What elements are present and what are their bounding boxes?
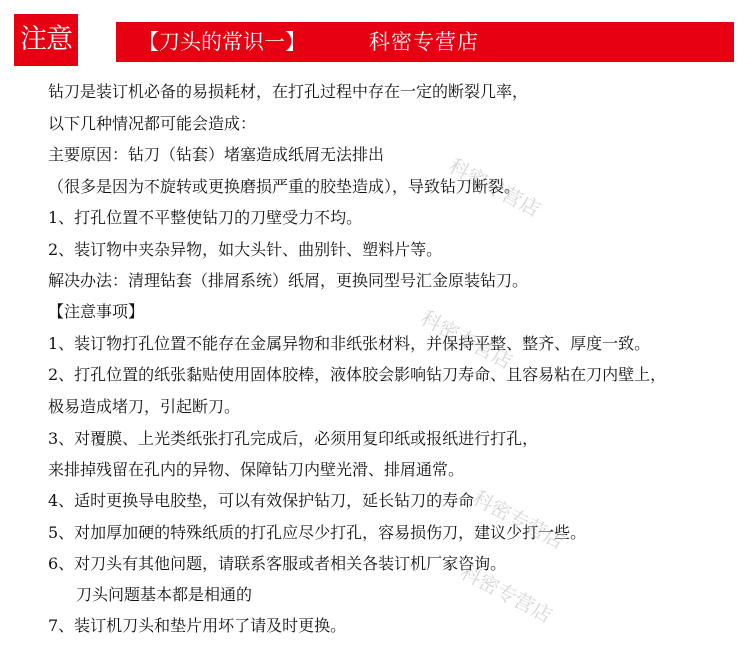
- watermark-1: 科密专营店: [444, 153, 545, 222]
- watermark-4: 科密专营店: [456, 559, 557, 628]
- notes-heading: 【注意事项】: [48, 302, 145, 321]
- note-item-3: 3、对覆膜、上光类纸张打孔完成后，必须用复印纸或报纸进行打孔，: [48, 429, 539, 448]
- title-text: 【刀头的常识一】: [138, 30, 306, 54]
- main-cause: 主要原因：钻刀（钻套）堵塞造成纸屑无法排出: [48, 145, 385, 164]
- intro-line-2: 以下几种情况都可能会造成：: [48, 114, 257, 133]
- note-item-2-cont: 极易造成堵刀，引起断刀。: [48, 397, 241, 416]
- note-item-4: 4、适时更换导电胶垫，可以有效保护钻刀，延长钻刀的寿命: [48, 491, 475, 510]
- note-item-6: 6、对刀头有其他问题，请联系客服或者相关各装订机厂家咨询。: [48, 554, 507, 573]
- solution: 解决办法：清理钻套（排屑系统）纸屑，更换同型号汇金原装钻刀。: [48, 271, 529, 290]
- intro-line-1: 钻刀是装订机必备的易损耗材，在打孔过程中存在一定的断裂几率，: [48, 82, 529, 101]
- watermark-3: 科密专营店: [468, 485, 569, 554]
- notice-badge: 注意: [14, 14, 78, 66]
- note-item-6-cont: 刀头问题基本都是相通的: [76, 585, 253, 604]
- watermark-2: 科密专营店: [416, 305, 517, 374]
- note-item-2: 2、打孔位置的纸张黏贴使用固体胶棒，液体胶会影响钻刀寿命、且容易粘在刀内壁上，: [48, 365, 667, 384]
- store-name: 科密专营店: [369, 30, 479, 54]
- main-cause-detail: （很多是因为不旋转或更换磨损严重的胶垫造成），导致钻刀断裂。: [48, 177, 521, 196]
- note-item-1: 1、装订物打孔位置不能存在金属异物和非纸张材料，并保持平整、整齐、厚度一致。: [48, 334, 651, 353]
- note-item-3-cont: 来排掉残留在孔内的异物、保障钻刀内壁光滑、排屑通常。: [48, 460, 465, 479]
- cause-item-2: 2、装订物中夹杂异物，如大头针、曲别针、塑料片等。: [48, 240, 443, 259]
- cause-item-1: 1、打孔位置不平整使钻刀的刀壁受力不均。: [48, 208, 363, 227]
- note-item-5: 5、对加厚加硬的特殊纸质的打孔应尽少打孔，容易损伤刀，建议少打一些。: [48, 523, 587, 542]
- note-item-7: 7、装订机刀头和垫片用坏了请及时更换。: [48, 616, 347, 635]
